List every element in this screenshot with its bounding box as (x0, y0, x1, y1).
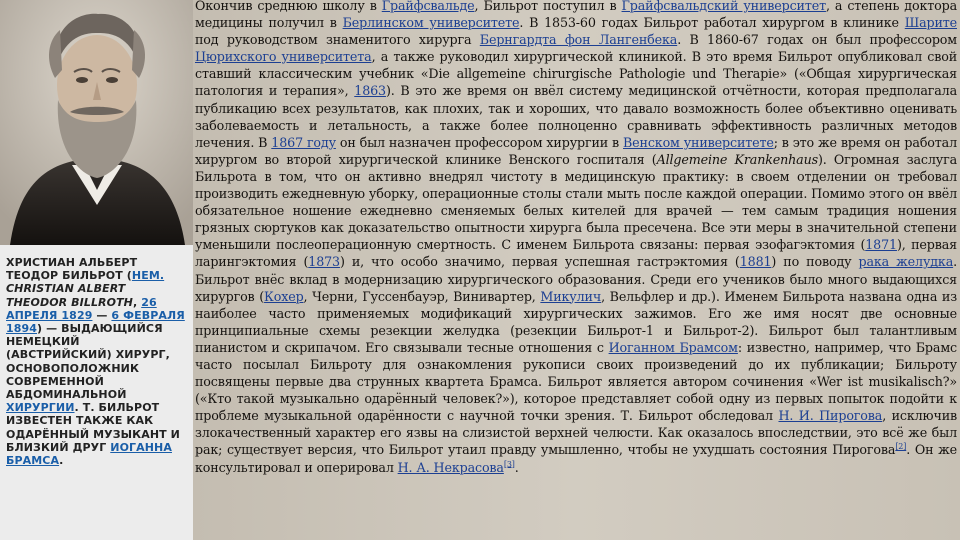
caption-text-2: ) — ВЫДАЮЩИЙСЯ НЕМЕЦКИЙ (АВСТРИЙСКИЙ) ХИРУРГ, ОСНОВОПОЛОЖНИК СОВРЕМЕННОЙ АБДОМИНАЛЬНОЙ (6, 322, 170, 402)
footnote-3[interactable]: [3] (503, 459, 515, 469)
link-1863[interactable]: 1863 (354, 83, 386, 99)
link-1867[interactable]: 1867 году (271, 134, 336, 150)
article-text: . Он же консультировал и оперировал (195, 442, 957, 475)
link-kocher[interactable]: Кохер (264, 288, 304, 304)
link-berlin-university[interactable]: Берлинском университете (342, 15, 520, 31)
link-mikulicz[interactable]: Микулич (540, 288, 602, 304)
portrait-image (0, 0, 193, 245)
article-panel (193, 0, 960, 540)
surgery-link[interactable]: ХИРУРГИИ (6, 401, 75, 415)
article-text: . Бильрот внёс вклад в модернизацию хирургического образования. Среди его учеников было много выдающихся хирургов ( (195, 254, 958, 304)
article-body (195, 0, 957, 476)
link-langenbeck[interactable]: Бернгардта фон Лангенбека (479, 32, 678, 48)
article-text: . В 1860-67 годах он был профессором (677, 32, 958, 48)
caption-text-1: ХРИСТИАН АЛЬБЕРТ ТЕОДОР БИЛЬРОТ ( (6, 256, 138, 283)
link-vienna-university[interactable]: Венском университете (623, 134, 774, 150)
caption-dash: — (92, 308, 112, 322)
link-brahms[interactable]: Иоганном Брамсом (608, 339, 738, 355)
german-name: CHRISTIAN ALBERT THEODOR BILLROTH (6, 282, 133, 309)
portrait-photo (0, 0, 193, 245)
article-text: ) и, что особо значимо, первая успешная гастрэктомия ( (339, 254, 740, 270)
article-text: Окончив среднюю школу в (195, 0, 382, 13)
article-text: ; в это же время он работал хирургом во второй хирургической клинике Венского госпиталя ( (195, 134, 957, 167)
link-zurich-university[interactable]: Цюрихского университета (195, 49, 372, 65)
link-pirogov[interactable]: Н. И. Пирогова (778, 408, 883, 424)
caption-text-4: . (59, 454, 64, 468)
article-text: ) по поводу (771, 254, 859, 270)
article-text: . (514, 459, 519, 475)
article-text: , Бильрот поступил в (474, 0, 622, 13)
article-text: ). В это же время он ввёл систему медицинской отчётности, которая предполагала публикацию всех результатов, как плохих, так и хороших, что давало возможность более объективно оценивать заболеваемость и летальность, а также более полноценно сравнивать эффективность различных методов лечения. В (195, 83, 957, 150)
death-date-link[interactable]: 6 ФЕВРАЛЯ 1894 (6, 308, 185, 336)
link-greifswald-university[interactable]: Грайфсвальдский университет (621, 0, 826, 13)
article-text: . В 1853-60 годах Бильрот работал хирургом в клинике (519, 15, 905, 31)
link-1881[interactable]: 1881 (739, 254, 772, 270)
article-text: под руководством знаменитого хирурга (195, 32, 480, 48)
link-1871[interactable]: 1871 (865, 237, 897, 253)
link-greifswald[interactable]: Грайфсвальде (381, 0, 475, 13)
article-text: , Черни, Гуссенбауэр, Винивартер, (303, 288, 541, 304)
birth-date-link[interactable]: 26 АПРЕЛЯ 1829 (6, 295, 157, 322)
footnote-2[interactable]: [2] (895, 442, 907, 452)
article-text: : известно, например, что Брамс часто посылал Бильроту для ознакомления рукописи своих произведений до их публикации; Бильроту посвящены первые два струнных квартета Брамса. Бильрот является автором сочинения «Wer ist musikalisch?» («Кто такой музыкально одарённый человек?»), которое представляет собой одну из первых попыток подойти к проблеме музыкальной одарённости с научной точки зрения. Т. Бильрот обследовал (195, 339, 957, 424)
brahms-link[interactable]: ИОГАННА БРАМСА (6, 440, 172, 468)
lang-link[interactable]: НЕМ. (131, 269, 165, 283)
article-text: он был назначен профессором хирургии в (335, 134, 623, 150)
article-text: ), первая ларингэктомия ( (195, 237, 957, 270)
caption-text-3: . Т. БИЛЬРОТ ИЗВЕСТЕН ТАКЖЕ КАК ОДАРЁННЫЙ МУЗЫКАНТ И БЛИЗКИЙ ДРУГ (6, 401, 180, 454)
link-1873[interactable]: 1873 (308, 254, 340, 270)
article-text: ). Огромная заслуга Бильрота в том, что он активно внедрял чистоту в медицинскую практику: в своем отделении он требовал производить ежедневную уборку, операционные столы стали мыть после каждой операции. Помимо этого он ввёл обязательное ношение ежедневно сменяемых белых кителей для врачей — тем самым традиция ношения грязных сюртуков как доказательство опытности хирурга была пресечена. Все эти меры в значительной степени уменьшили послеоперационную смертность. С именем Бильрота связаны: первая эзофагэктомия ( (195, 151, 957, 253)
article-text: , а степень доктора медицины получил в (195, 0, 957, 31)
article-text: , а также руководил хирургической клиникой. В это время Бильрот опубликовал свой ставший классическим учебник «Die allgemeine chirurgische Pathologie und Therapie» («Общая хирургическая патология и терапия», (195, 49, 957, 99)
link-stomach-cancer[interactable]: рака желудка (858, 254, 954, 270)
portrait-caption: ХРИСТИАН АЛЬБЕРТ ТЕОДОР БИЛЬРОТ (НЕМ. CHRISTIAN ALBERT THEODOR BILLROTH, 26 АПРЕЛЯ 1829 — 6 ФЕВРАЛЯ 1894) — ВЫДАЮЩИЙСЯ НЕМЕЦКИЙ (АВСТРИЙСКИЙ) ХИРУРГ, ОСНОВОПОЛОЖНИК СОВРЕМЕННОЙ АБДОМИНАЛЬНОЙ ХИРУРГИИ. Т. БИЛЬРОТ ИЗВЕСТЕН ТАКЖЕ КАК ОДАРЁННЫЙ МУЗЫКАНТ И БЛИЗКИЙ ДРУГ ИОГАННА БРАМСА. (6, 256, 185, 468)
link-nekrasov[interactable]: Н. А. Некрасова (397, 459, 504, 475)
hospital-name: Allgemeine Krankenhaus (656, 151, 818, 167)
left-panel (0, 0, 193, 540)
article-text: , исключив злокачественный характер его язвы на слизистой верхней челюсти. Как оказалось впоследствии, это всё же был рак; существует версия, что Бильрот утаил правду умышленно, чтобы не ухудшать состояния Пирогова (195, 408, 957, 458)
link-charite[interactable]: Шарите (904, 15, 957, 31)
article-text: , Вельфлер и др.). Именем Бильрота названа одна из наиболее часто применяемых модификаций хирургических зажимов. Его же имя носят две основные принципиальные схемы резекции желудка (резекции Бильрот-1 и Бильрот-2). Бильрот был талантливым пианистом и скрипачом. Его связывали тесные отношения с (195, 288, 957, 355)
